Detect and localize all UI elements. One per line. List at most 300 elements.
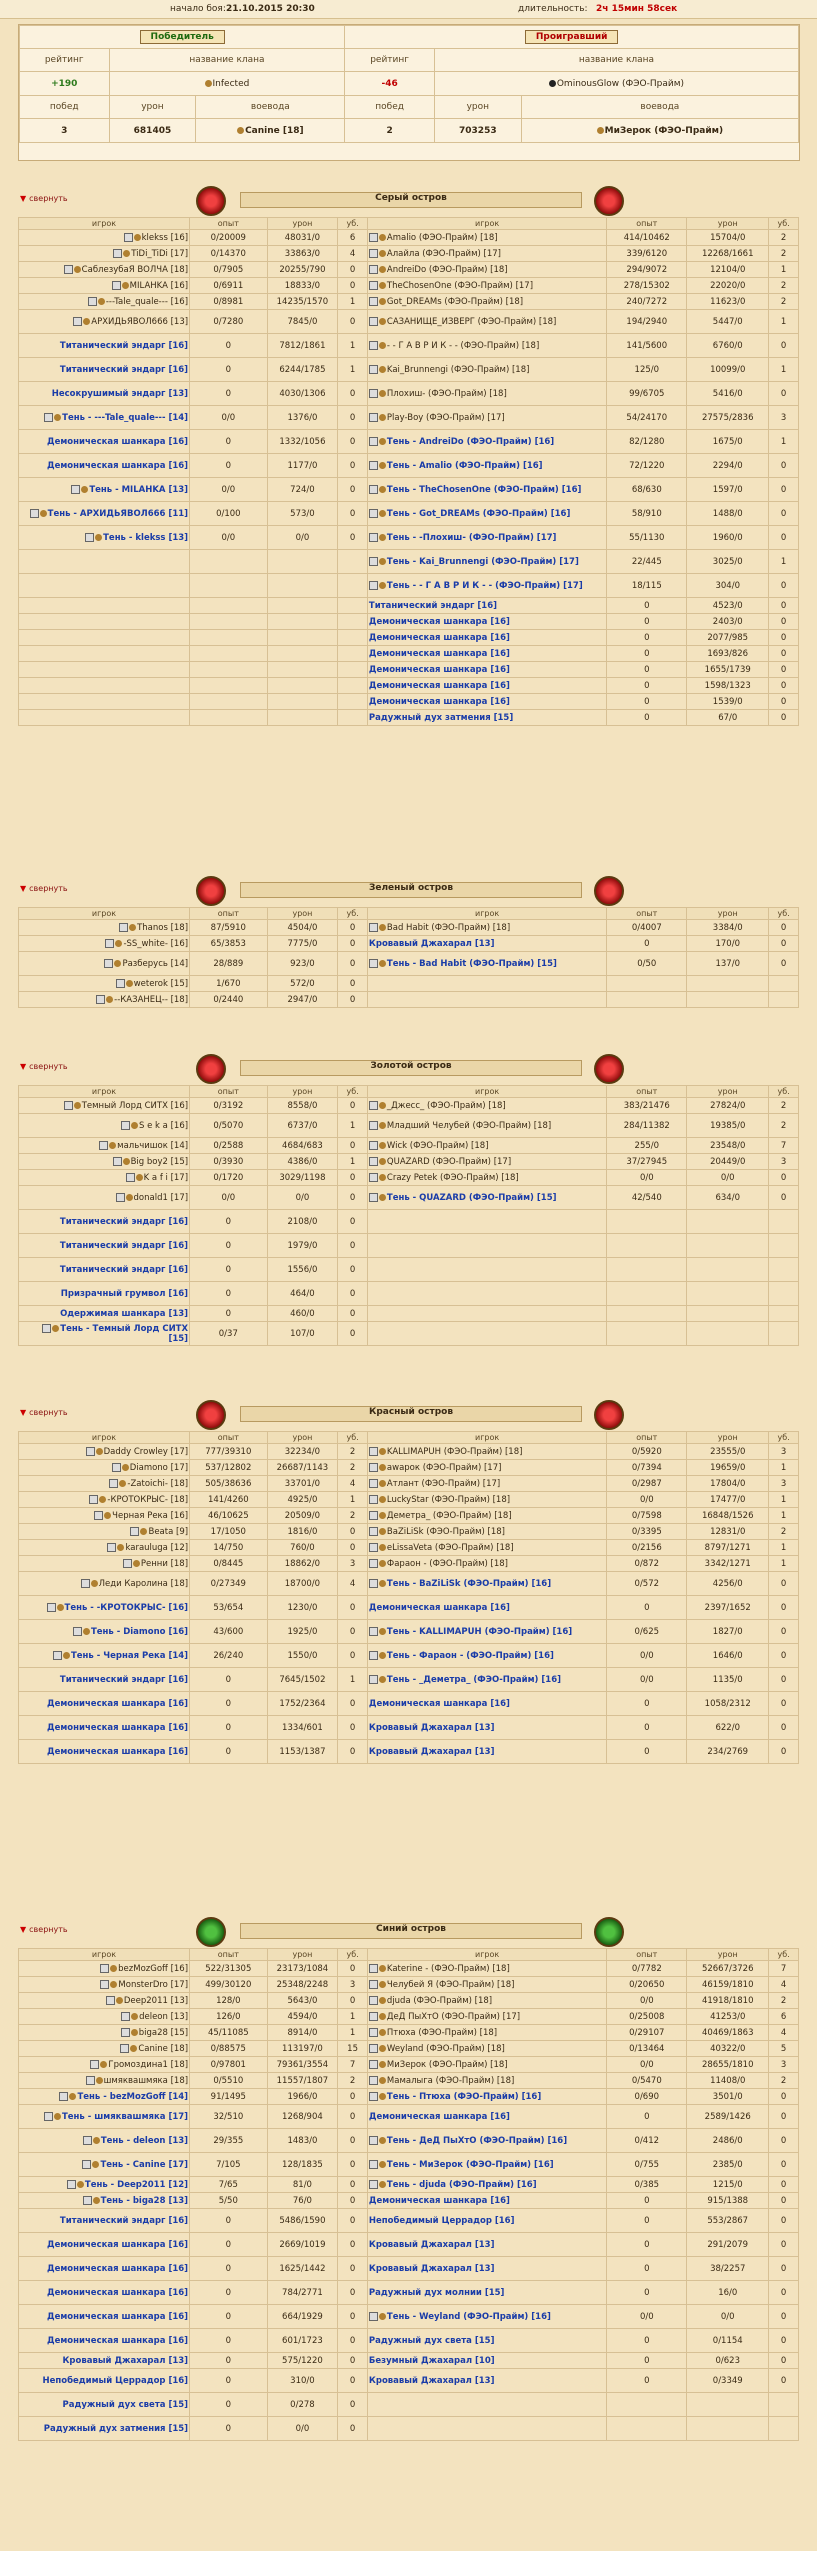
- player-name[interactable]: --КАЗАНЕЦ-- [18]: [114, 994, 189, 1005]
- player-cell[interactable]: [19, 430, 190, 454]
- player-name[interactable]: Тень - Птюха (ФЭО-Прайм) [16]: [386, 2091, 542, 2102]
- player-cell[interactable]: [367, 2329, 606, 2353]
- player-cell[interactable]: [19, 1138, 190, 1154]
- player-name[interactable]: LuckyStar (ФЭО-Прайм) [18]: [386, 1494, 511, 1505]
- player-name[interactable]: Big boy2 [15]: [130, 1156, 189, 1167]
- player-name[interactable]: biga28 [15]: [138, 2027, 189, 2038]
- player-name[interactable]: Атлант (ФЭО-Прайм) [17]: [386, 1478, 501, 1489]
- player-name[interactable]: Тень - АРХИДЬЯВОЛ666 [11]: [47, 508, 189, 519]
- player-cell[interactable]: [367, 1668, 606, 1692]
- player-name[interactable]: Демоническая шанкара [16]: [368, 648, 510, 659]
- player-cell[interactable]: [367, 2041, 606, 2057]
- player-name[interactable]: Безумный Джахарал [10]: [368, 2355, 495, 2366]
- player-cell[interactable]: [367, 1556, 606, 1572]
- collapse-link[interactable]: ▼ свернуть: [20, 194, 68, 203]
- player-cell[interactable]: [19, 2025, 190, 2041]
- player-name[interactable]: ДеД ПыХтО (ФЭО-Прайм) [17]: [386, 2011, 521, 2022]
- player-name[interactable]: Тень - Canine [17]: [100, 2159, 189, 2170]
- player-name[interactable]: Челубей Я (ФЭО-Прайм) [18]: [386, 1979, 515, 1990]
- player-cell[interactable]: [367, 294, 606, 310]
- player-cell[interactable]: [367, 502, 606, 526]
- player-name[interactable]: Кровавый Джахарал [13]: [62, 2355, 189, 2366]
- player-cell[interactable]: [367, 430, 606, 454]
- player-cell[interactable]: [367, 1961, 606, 1977]
- player-name[interactable]: Тень - Фараон - (ФЭО-Прайм) [16]: [386, 1650, 554, 1661]
- player-name[interactable]: Леди Каролина [18]: [98, 1578, 189, 1589]
- player-cell[interactable]: [19, 1154, 190, 1170]
- player-name[interactable]: МиЗерок (ФЭО-Прайм) [18]: [386, 2059, 508, 2070]
- player-name[interactable]: Тень - шмяквашмяка [17]: [61, 2111, 189, 2122]
- player-cell[interactable]: [19, 2369, 190, 2393]
- player-cell[interactable]: [19, 976, 190, 992]
- player-cell[interactable]: [19, 936, 190, 952]
- player-cell[interactable]: [367, 1977, 606, 1993]
- player-name[interactable]: Katerine - (ФЭО-Прайм) [18]: [386, 1963, 510, 1974]
- player-name[interactable]: Демоническая шанкара [16]: [368, 1602, 510, 1613]
- player-cell[interactable]: [19, 1492, 190, 1508]
- player-cell[interactable]: [19, 502, 190, 526]
- player-cell[interactable]: [367, 1444, 606, 1460]
- avatar-icon: [69, 2093, 76, 2100]
- player-name[interactable]: Thanos [18]: [137, 922, 189, 933]
- collapse-link[interactable]: ▼ свернуть: [20, 1062, 68, 1071]
- player-name[interactable]: Кровавый Джахарал [13]: [368, 1722, 495, 1733]
- player-cell[interactable]: [367, 2073, 606, 2089]
- player-name[interactable]: Алайла (ФЭО-Прайм) [17]: [386, 248, 501, 259]
- player-name[interactable]: -Zatoichi- [18]: [127, 1478, 189, 1489]
- player-cell[interactable]: [367, 1716, 606, 1740]
- player-name[interactable]: bezMozGoff [16]: [118, 1963, 189, 1974]
- player-name[interactable]: Кровавый Джахарал [13]: [368, 938, 495, 949]
- player-name[interactable]: Тень - Deep2011 [12]: [84, 2179, 189, 2190]
- player-name[interactable]: Тень - Got_DREAMs (ФЭО-Прайм) [16]: [386, 508, 571, 519]
- player-cell[interactable]: [19, 2153, 190, 2177]
- player-cell[interactable]: [367, 614, 606, 630]
- player-name[interactable]: Bad Habit (ФЭО-Прайм) [18]: [386, 922, 511, 933]
- player-name[interactable]: Титанический эндарг [16]: [59, 1674, 189, 1685]
- player-cell[interactable]: [19, 526, 190, 550]
- player-name[interactable]: TheChosenOne (ФЭО-Прайм) [17]: [386, 280, 534, 291]
- player-name[interactable]: Тень - Темный Лорд СИТХ [15]: [60, 1323, 189, 1344]
- player-cell[interactable]: [19, 1098, 190, 1114]
- player-name[interactable]: Тень - ---Tale_quale--- [14]: [62, 412, 189, 423]
- player-name[interactable]: Тень - -Плохиш- (ФЭО-Прайм) [17]: [386, 532, 557, 543]
- player-cell[interactable]: [367, 2257, 606, 2281]
- player-cell[interactable]: [367, 1993, 606, 2009]
- loser-leader-link[interactable]: МиЗерок (ФЭО-Прайм): [604, 125, 724, 136]
- player-name[interactable]: -КРОТОКРЫС- [18]: [107, 1494, 189, 1505]
- player-name[interactable]: Радужный дух света [15]: [62, 2399, 189, 2410]
- player-cell[interactable]: [19, 358, 190, 382]
- player-cell[interactable]: [367, 1596, 606, 1620]
- player-cell[interactable]: [19, 2073, 190, 2089]
- player-cell[interactable]: [19, 1234, 190, 1258]
- player-name[interactable]: Canine [18]: [138, 2043, 189, 2054]
- player-name[interactable]: Crazy Petek (ФЭО-Прайм) [18]: [386, 1172, 519, 1183]
- player-cell[interactable]: [367, 2057, 606, 2073]
- player-cell[interactable]: [367, 1154, 606, 1170]
- player-name[interactable]: Демоническая шанкара [16]: [47, 1722, 189, 1733]
- player-name[interactable]: KALLIMAPUH (ФЭО-Прайм) [18]: [386, 1446, 523, 1457]
- player-name[interactable]: Демоническая шанкара [16]: [368, 616, 510, 627]
- player-name[interactable]: Amalio (ФЭО-Прайм) [18]: [386, 232, 498, 243]
- player-cell[interactable]: [19, 2041, 190, 2057]
- player-cell[interactable]: [19, 1524, 190, 1540]
- player-name[interactable]: awapoк (ФЭО-Прайм) [17]: [386, 1462, 502, 1473]
- player-name[interactable]: Тень - ДеД ПыХтО (ФЭО-Прайм) [16]: [386, 2135, 568, 2146]
- player-name[interactable]: Kai_Brunnengi (ФЭО-Прайм) [18]: [386, 364, 530, 375]
- player-name[interactable]: Тень - МиЗерок (ФЭО-Прайм) [16]: [386, 2159, 554, 2170]
- player-name[interactable]: Титанический эндарг [16]: [59, 1264, 189, 1275]
- player-cell[interactable]: [19, 1556, 190, 1572]
- player-name[interactable]: donald1 [17]: [133, 1192, 189, 1203]
- player-cell[interactable]: [367, 310, 606, 334]
- player-name[interactable]: Deep2011 [13]: [123, 1995, 189, 2006]
- player-name[interactable]: Титанический эндарг [16]: [368, 600, 498, 611]
- player-name[interactable]: Демоническая шанкара [16]: [368, 2111, 510, 2122]
- player-name[interactable]: Тень - Diamono [16]: [90, 1626, 189, 1637]
- player-cell[interactable]: [19, 1692, 190, 1716]
- player-name[interactable]: Тень - klekss [13]: [103, 532, 189, 543]
- player-cell[interactable]: [367, 694, 606, 710]
- player-name[interactable]: Демоническая шанкара [16]: [47, 1746, 189, 1757]
- player-name[interactable]: Тень - -КРОТОКРЫС- [16]: [64, 1602, 189, 1613]
- player-name[interactable]: Демоническая шанкара [16]: [47, 2287, 189, 2298]
- player-name[interactable]: Тень - _Деметра_ (ФЭО-Прайм) [16]: [386, 1674, 562, 1685]
- player-name[interactable]: шмяквашмяка [18]: [103, 2075, 189, 2086]
- player-cell[interactable]: [19, 1961, 190, 1977]
- player-name[interactable]: Кровавый Джахарал [13]: [368, 1746, 495, 1757]
- player-cell[interactable]: [367, 2193, 606, 2209]
- player-cell[interactable]: [367, 1476, 606, 1492]
- player-cell[interactable]: [19, 2057, 190, 2073]
- player-cell[interactable]: [19, 1322, 190, 1346]
- player-name[interactable]: Демоническая шанкара [16]: [47, 460, 189, 471]
- player-name[interactable]: Радужный дух молнии [15]: [368, 2287, 505, 2298]
- player-cell[interactable]: [367, 454, 606, 478]
- player-cell[interactable]: [19, 1993, 190, 2009]
- player-cell[interactable]: [367, 358, 606, 382]
- player-cell[interactable]: [367, 262, 606, 278]
- player-cell[interactable]: [19, 478, 190, 502]
- player-name[interactable]: Тень - QUAZARD (ФЭО-Прайм) [15]: [386, 1192, 557, 1203]
- player-cell[interactable]: [367, 1524, 606, 1540]
- player-cell[interactable]: [367, 2089, 606, 2105]
- player-name[interactable]: мальчишок [14]: [117, 1140, 189, 1151]
- player-name[interactable]: Фараон - (ФЭО-Прайм) [18]: [386, 1558, 508, 1569]
- player-cell[interactable]: [19, 952, 190, 976]
- player-cell[interactable]: [19, 1444, 190, 1460]
- collapse-link[interactable]: ▼ свернуть: [20, 1925, 68, 1934]
- player-cell[interactable]: [367, 334, 606, 358]
- player-name[interactable]: BaZiLiSk (ФЭО-Прайм) [18]: [386, 1526, 505, 1537]
- player-name[interactable]: Младший Челубей (ФЭО-Прайм) [18]: [386, 1120, 552, 1131]
- player-name[interactable]: Черная Река [16]: [112, 1510, 189, 1521]
- player-cell[interactable]: [19, 2329, 190, 2353]
- player-cell[interactable]: [367, 406, 606, 430]
- player-name[interactable]: Play-Boy (ФЭО-Прайм) [17]: [386, 412, 505, 423]
- player-cell[interactable]: [19, 2233, 190, 2257]
- player-name[interactable]: Непобедимый Церрадор [16]: [42, 2375, 189, 2386]
- player-name[interactable]: Демоническая шанкара [16]: [368, 1698, 510, 1709]
- player-name[interactable]: TiDi_TiDi [17]: [131, 248, 189, 259]
- player-cell[interactable]: [367, 1492, 606, 1508]
- player-cell[interactable]: [19, 1476, 190, 1492]
- player-cell[interactable]: [19, 1186, 190, 1210]
- player-cell[interactable]: [367, 2281, 606, 2305]
- player-cell[interactable]: [367, 1186, 606, 1210]
- player-name[interactable]: Громоздина1 [18]: [108, 2059, 189, 2070]
- player-cell[interactable]: [19, 2417, 190, 2441]
- collapse-link[interactable]: ▼ свернуть: [20, 1408, 68, 1417]
- player-name[interactable]: Призрачный грумвол [16]: [60, 1288, 189, 1299]
- player-name[interactable]: MonsterDro [17]: [118, 1979, 189, 1990]
- player-cell[interactable]: [367, 2025, 606, 2041]
- player-cell[interactable]: [19, 2129, 190, 2153]
- player-name[interactable]: Радужный дух света [15]: [368, 2335, 495, 2346]
- player-cell[interactable]: [367, 2105, 606, 2129]
- player-name[interactable]: Титанический эндарг [16]: [59, 2215, 189, 2226]
- player-name[interactable]: S e k a [16]: [139, 1120, 189, 1131]
- player-cell[interactable]: [367, 1460, 606, 1476]
- player-cell[interactable]: [19, 406, 190, 430]
- player-cell[interactable]: [19, 1306, 190, 1322]
- player-name[interactable]: eLissaVeta (ФЭО-Прайм) [18]: [386, 1542, 514, 1553]
- player-cell[interactable]: [19, 992, 190, 1008]
- player-name[interactable]: Плохиш- (ФЭО-Прайм) [18]: [386, 388, 507, 399]
- player-cell[interactable]: [19, 2193, 190, 2209]
- player-name[interactable]: Титанический эндарг [16]: [59, 364, 189, 375]
- player-cell[interactable]: [367, 920, 606, 936]
- player-name[interactable]: Темный Лорд СИТХ [16]: [81, 1100, 189, 1111]
- player-cell[interactable]: [19, 2209, 190, 2233]
- player-name[interactable]: - - Г А В Р И К - - (ФЭО-Прайм) [18]: [386, 340, 540, 351]
- player-name[interactable]: Beata [9]: [148, 1526, 189, 1537]
- player-name[interactable]: Демоническая шанкара [16]: [47, 2239, 189, 2250]
- player-cell[interactable]: [19, 1620, 190, 1644]
- player-name[interactable]: Тень - deleon [13]: [100, 2135, 189, 2146]
- player-cell[interactable]: [19, 1540, 190, 1556]
- player-name[interactable]: Got_DREAMs (ФЭО-Прайм) [18]: [386, 296, 524, 307]
- player-name[interactable]: АРХИДЬЯВОЛ666 [13]: [91, 316, 189, 327]
- player-cell[interactable]: [19, 2353, 190, 2369]
- player-name[interactable]: Тень - AndreiDo (ФЭО-Прайм) [16]: [386, 436, 555, 447]
- player-cell[interactable]: [19, 230, 190, 246]
- player-cell[interactable]: [367, 646, 606, 662]
- player-cell[interactable]: [19, 1668, 190, 1692]
- player-cell[interactable]: [19, 2305, 190, 2329]
- player-name[interactable]: Демоническая шанкара [16]: [368, 664, 510, 675]
- player-cell[interactable]: [367, 1620, 606, 1644]
- player-cell[interactable]: [367, 630, 606, 646]
- player-cell[interactable]: [367, 2129, 606, 2153]
- player-cell[interactable]: [367, 678, 606, 694]
- player-cell[interactable]: [367, 2209, 606, 2233]
- player-cell[interactable]: [367, 710, 606, 726]
- player-name[interactable]: Тень - - Г А В Р И К - - (ФЭО-Прайм) [17]: [386, 580, 583, 591]
- player-name[interactable]: Тень - BaZiLiSk (ФЭО-Прайм) [16]: [386, 1578, 552, 1589]
- player-name[interactable]: Титанический эндарг [16]: [59, 1216, 189, 1227]
- player-cell[interactable]: [367, 1692, 606, 1716]
- player-cell[interactable]: [367, 278, 606, 294]
- player-name[interactable]: -SS_white- [16]: [123, 938, 189, 949]
- player-cell[interactable]: [367, 1740, 606, 1764]
- player-name[interactable]: Титанический эндарг [16]: [59, 1240, 189, 1251]
- player-name[interactable]: Diamono [17]: [129, 1462, 189, 1473]
- player-name[interactable]: Ренни [18]: [140, 1558, 189, 1569]
- player-cell[interactable]: [19, 1114, 190, 1138]
- player-cell[interactable]: [367, 1098, 606, 1114]
- player-name[interactable]: Несокрушимый эндарг [13]: [51, 388, 189, 399]
- player-cell[interactable]: [367, 478, 606, 502]
- player-cell[interactable]: [367, 2233, 606, 2257]
- player-cell[interactable]: [19, 262, 190, 278]
- stat-cell: 5: [769, 2041, 799, 2057]
- player-cell[interactable]: [19, 1282, 190, 1306]
- player-cell[interactable]: [367, 936, 606, 952]
- player-cell[interactable]: [19, 2281, 190, 2305]
- player-cell[interactable]: [367, 574, 606, 598]
- player-cell[interactable]: [367, 1540, 606, 1556]
- player-name[interactable]: _Джесс_ (ФЭО-Прайм) [18]: [386, 1100, 506, 1111]
- player-name[interactable]: Тень - MILAHKA [13]: [89, 484, 189, 495]
- player-cell[interactable]: [367, 246, 606, 262]
- player-cell[interactable]: [367, 2177, 606, 2193]
- player-name[interactable]: Тень - Kai_Brunnengi (ФЭО-Прайм) [17]: [386, 556, 579, 567]
- player-cell[interactable]: [19, 454, 190, 478]
- player-cell[interactable]: [367, 2369, 606, 2393]
- player-cell[interactable]: [367, 1170, 606, 1186]
- player-name[interactable]: Тень - Amalio (ФЭО-Прайм) [16]: [386, 460, 543, 471]
- player-cell[interactable]: [19, 294, 190, 310]
- player-name[interactable]: Радужный дух затмения [15]: [368, 712, 514, 723]
- player-name[interactable]: СаблезубаЯ ВОЛЧА [18]: [81, 264, 189, 275]
- player-cell[interactable]: [19, 1572, 190, 1596]
- player-name[interactable]: Кровавый Джахарал [13]: [368, 2263, 495, 2274]
- player-cell[interactable]: [19, 382, 190, 406]
- player-name[interactable]: САЗАНИЩЕ_ИЗВЕРГ (ФЭО-Прайм) [18]: [386, 316, 557, 327]
- player-cell[interactable]: [367, 1644, 606, 1668]
- player-name[interactable]: Тень - Bad Habit (ФЭО-Прайм) [15]: [386, 958, 557, 969]
- player-name[interactable]: Тень - biga28 [13]: [100, 2195, 189, 2206]
- player-cell[interactable]: [19, 1596, 190, 1620]
- player-cell[interactable]: [19, 1170, 190, 1186]
- player-name[interactable]: Демоническая шанкара [16]: [368, 632, 510, 643]
- player-name[interactable]: Weyland (ФЭО-Прайм) [18]: [386, 2043, 505, 2054]
- player-cell[interactable]: [367, 598, 606, 614]
- player-name[interactable]: Демоническая шанкара [16]: [47, 2335, 189, 2346]
- player-name[interactable]: Одержимая шанкара [13]: [60, 1308, 189, 1319]
- player-name[interactable]: karauluga [12]: [125, 1542, 189, 1553]
- player-cell[interactable]: [367, 230, 606, 246]
- player-cell[interactable]: [19, 1977, 190, 1993]
- player-name[interactable]: ---Tale_quale--- [16]: [105, 296, 189, 307]
- player-cell[interactable]: [19, 1644, 190, 1668]
- player-name[interactable]: Титанический эндарг [16]: [59, 340, 189, 351]
- player-name[interactable]: Мамалыга (ФЭО-Прайм) [18]: [386, 2075, 515, 2086]
- player-name[interactable]: Тень - KALLIMAPUH (ФЭО-Прайм) [16]: [386, 1626, 573, 1637]
- player-name[interactable]: Wick (ФЭО-Прайм) [18]: [386, 1140, 489, 1151]
- player-cell[interactable]: [19, 334, 190, 358]
- player-name[interactable]: Тень - bezMozGoff [14]: [77, 2091, 189, 2102]
- player-name[interactable]: Разберусь [14]: [122, 958, 189, 969]
- player-cell[interactable]: [19, 310, 190, 334]
- player-name[interactable]: Птюха (ФЭО-Прайм) [18]: [386, 2027, 498, 2038]
- player-name[interactable]: djuda (ФЭО-Прайм) [18]: [386, 1995, 493, 2006]
- player-name[interactable]: Кровавый Джахарал [13]: [368, 2239, 495, 2250]
- player-cell[interactable]: [19, 920, 190, 936]
- player-cell[interactable]: [367, 662, 606, 678]
- collapse-link[interactable]: ▼ свернуть: [20, 884, 68, 893]
- player-cell[interactable]: [19, 1210, 190, 1234]
- player-cell[interactable]: [19, 2105, 190, 2129]
- player-cell[interactable]: [367, 2305, 606, 2329]
- player-cell[interactable]: [19, 2257, 190, 2281]
- player-cell[interactable]: [19, 2009, 190, 2025]
- player-name[interactable]: K a f i [17]: [143, 1172, 189, 1183]
- player-name[interactable]: Радужный дух затмения [15]: [43, 2423, 189, 2434]
- player-name[interactable]: Непобедимый Церрадор [16]: [368, 2215, 515, 2226]
- player-name[interactable]: weterok [15]: [133, 978, 189, 989]
- player-cell[interactable]: [19, 1716, 190, 1740]
- player-cell[interactable]: [19, 278, 190, 294]
- player-name[interactable]: Daddy Crowley [17]: [103, 1446, 189, 1457]
- player-cell[interactable]: [367, 2153, 606, 2177]
- player-cell[interactable]: [367, 952, 606, 976]
- player-cell[interactable]: [367, 2353, 606, 2369]
- player-name[interactable]: Демоническая шанкара [16]: [368, 696, 510, 707]
- player-name[interactable]: deleon [13]: [139, 2011, 189, 2022]
- player-name[interactable]: Демоническая шанкара [16]: [368, 680, 510, 691]
- winner-clan-link[interactable]: Infected: [212, 78, 250, 89]
- player-name[interactable]: Кровавый Джахарал [13]: [368, 2375, 495, 2386]
- player-name[interactable]: Демоническая шанкара [16]: [47, 2311, 189, 2322]
- player-cell[interactable]: [19, 1508, 190, 1524]
- player-name[interactable]: Демоническая шанкара [16]: [368, 2195, 510, 2206]
- player-name[interactable]: Демоническая шанкара [16]: [47, 436, 189, 447]
- player-cell[interactable]: [367, 2009, 606, 2025]
- player-name[interactable]: klekss [16]: [141, 232, 189, 243]
- player-cell[interactable]: [367, 1138, 606, 1154]
- player-cell[interactable]: [367, 526, 606, 550]
- player-cell[interactable]: [367, 550, 606, 574]
- player-name[interactable]: Тень - djuda (ФЭО-Прайм) [16]: [386, 2179, 537, 2190]
- player-name[interactable]: Демоническая шанкара [16]: [47, 1698, 189, 1709]
- player-cell[interactable]: [19, 246, 190, 262]
- player-name[interactable]: Тень - TheChosenOne (ФЭО-Прайм) [16]: [386, 484, 582, 495]
- player-name[interactable]: Демоническая шанкара [16]: [47, 2263, 189, 2274]
- loser-clan-link[interactable]: OminousGlow (ФЭО-Прайм): [556, 78, 685, 89]
- player-name[interactable]: Деметра_ (ФЭО-Прайм) [18]: [386, 1510, 512, 1521]
- player-name[interactable]: QUAZARD (ФЭО-Прайм) [17]: [386, 1156, 512, 1167]
- player-cell[interactable]: [19, 2177, 190, 2193]
- player-cell[interactable]: [19, 1460, 190, 1476]
- player-cell[interactable]: [19, 2393, 190, 2417]
- player-name[interactable]: Тень - Черная Река [14]: [70, 1650, 189, 1661]
- player-cell[interactable]: [19, 1258, 190, 1282]
- player-cell[interactable]: [367, 1572, 606, 1596]
- player-cell[interactable]: [19, 1740, 190, 1764]
- winner-leader-link[interactable]: Canine [18]: [245, 125, 304, 136]
- player-cell[interactable]: [367, 1114, 606, 1138]
- stat-cell: 0/25008: [607, 2009, 687, 2025]
- player-name[interactable]: Тень - Weyland (ФЭО-Прайм) [16]: [386, 2311, 551, 2322]
- player-cell[interactable]: [367, 1508, 606, 1524]
- player-cell[interactable]: [367, 382, 606, 406]
- player-name[interactable]: MILAHKA [16]: [129, 280, 189, 291]
- player-name[interactable]: AndreiDo (ФЭО-Прайм) [18]: [386, 264, 508, 275]
- player-cell[interactable]: [19, 2089, 190, 2105]
